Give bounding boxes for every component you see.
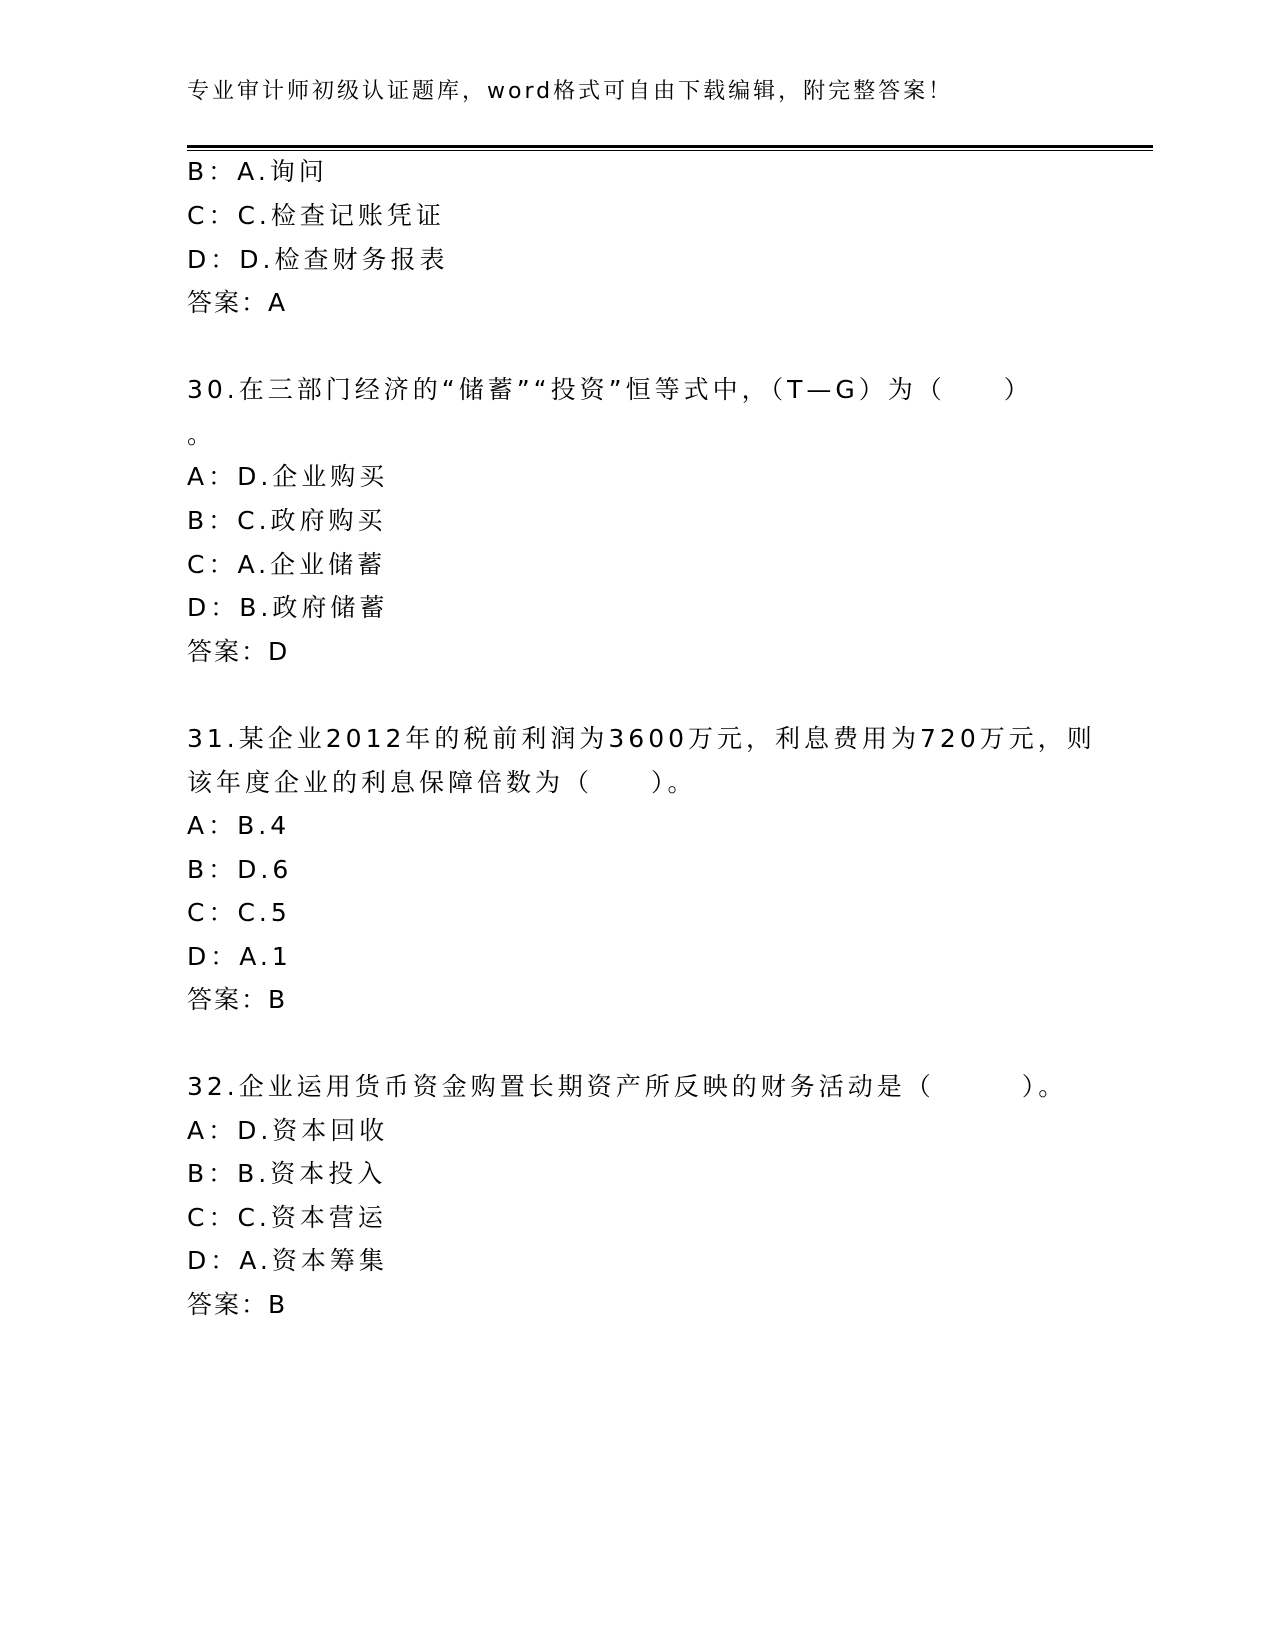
prev-option-b: B：A.询问 — [187, 157, 328, 186]
q32-option-b: B：B.资本投入 — [187, 1159, 387, 1188]
q31-stem: 31.某企业2012年的税前利润为3600万元，利息费用为720万元，则 — [187, 724, 1096, 753]
prev-option-c: C：C.检查记账凭证 — [187, 201, 445, 230]
q32-stem: 32.企业运用货币资金购置长期资产所反映的财务活动是（ ）。 — [187, 1072, 1068, 1101]
q30-option-b: B：C.政府购买 — [187, 506, 387, 535]
header-divider-thin — [187, 150, 1153, 151]
q32-option-c: C：C.资本营运 — [187, 1203, 387, 1232]
q30-answer: 答案：D — [187, 637, 290, 666]
q32-option-a: A：D.资本回收 — [187, 1116, 389, 1145]
q32-option-d: D：A.资本筹集 — [187, 1246, 388, 1275]
q30-stem: 30.在三部门经济的“储蓄”“投资”恒等式中，（T—G）为（ ） — [187, 375, 1033, 404]
header-divider-thick — [187, 145, 1153, 148]
page-header: 专业审计师初级认证题库，word格式可自由下载编辑，附完整答案！ — [187, 79, 954, 104]
q31-option-d: D：A.1 — [187, 942, 292, 971]
prev-answer: 答案：A — [187, 288, 288, 317]
q31-option-c: C：C.5 — [187, 898, 291, 927]
prev-option-d: D：D.检查财务报表 — [187, 245, 449, 274]
q31-stem-cont: 该年度企业的利息保障倍数为（ ）。 — [187, 768, 697, 797]
q30-stem-cont: 。 — [187, 420, 217, 449]
q31-option-a: A：B.4 — [187, 811, 291, 840]
q30-option-c: C：A.企业储蓄 — [187, 550, 387, 579]
q31-option-b: B：D.6 — [187, 855, 293, 884]
q32-answer: 答案：B — [187, 1290, 288, 1319]
q31-answer: 答案：B — [187, 985, 288, 1014]
q30-option-a: A：D.企业购买 — [187, 462, 389, 491]
q30-option-d: D：B.政府储蓄 — [187, 593, 389, 622]
